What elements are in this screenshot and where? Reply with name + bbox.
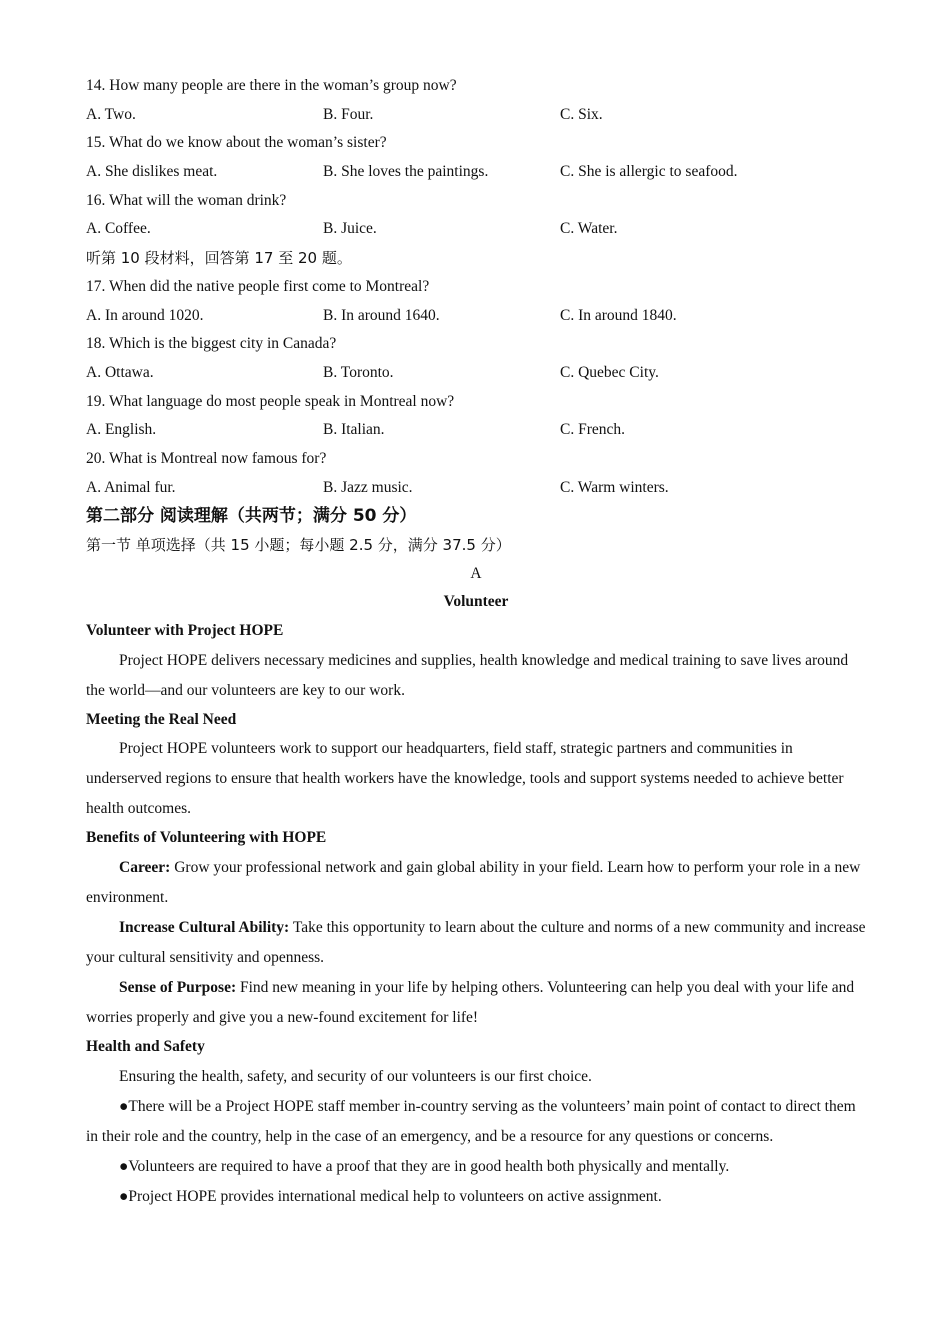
benefit-culture-text: Take this opportunity to learn about the culture and norms of a new community and increase your cultural sensitivity and openness. [86, 919, 866, 967]
option-a: A. English. [86, 421, 157, 439]
option-c: C. Quebec City. [560, 363, 659, 381]
question-14: 14. How many people are there in the woman’s group now? [86, 77, 457, 94]
section-one-title: 第一节 单项选择（共 15 小题；每小题 2.5 分，满分 37.5 分） [86, 536, 511, 554]
passage-title: Volunteer [443, 593, 509, 611]
option-a: A. Two. [86, 105, 136, 123]
paragraph-volunteer: Project HOPE delivers necessary medicines and supplies, health knowledge and medical training to save lives around the world—and our volunteers are key to our work. [86, 651, 849, 699]
benefit-career-text: Grow your professional network and gain global ability in your field. Learn how to perform your role in a new environment. [86, 859, 861, 907]
option-b: B. In around 1640. [323, 306, 440, 324]
option-c: C. Water. [560, 220, 618, 238]
question-19: 19. What language do most people speak in Montreal now? [86, 392, 455, 410]
option-b: B. Italian. [323, 421, 385, 439]
options-16 [86, 215, 866, 244]
question-16: 16. What will the woman drink? [86, 191, 287, 209]
benefit-career-label: Career: [119, 859, 171, 877]
option-a: A. In around 1020. [86, 306, 204, 324]
option-c: C. In around 1840. [560, 306, 677, 324]
options-19 [86, 416, 866, 445]
benefit-purpose [86, 973, 866, 1033]
question-18: 18. Which is the biggest city in Canada? [86, 335, 337, 353]
option-a: A. She dislikes meat. [86, 163, 218, 181]
bullet-item: ●Project HOPE provides international medical help to volunteers on active assignment. [119, 1187, 662, 1205]
benefit-purpose-label: Sense of Purpose: [119, 979, 237, 997]
benefit-culture-label: Increase Cultural Ability: [119, 919, 290, 937]
benefit-career [86, 853, 866, 913]
document-page [86, 72, 866, 1212]
option-b: B. Jazz music. [323, 478, 413, 496]
options-17 [86, 302, 866, 331]
question-20: 20. What is Montreal now famous for? [86, 449, 327, 467]
option-a: A. Animal fur. [86, 478, 176, 496]
option-c: C. French. [560, 421, 626, 439]
benefit-purpose-text: Find new meaning in your life by helping others. Volunteering can help you deal with your life and worries properly and give you a new-found excitement for life! [86, 979, 855, 1027]
heading-safety: Health and Safety [86, 1038, 205, 1056]
heading-need: Meeting the Real Need [86, 710, 237, 728]
paragraph-need: Project HOPE volunteers work to support our headquarters, field staff, strategic partners and communities in underserved regions to ensure that health workers have the knowledge, tools and support systems needed to achieve better health outcomes. [86, 740, 844, 818]
heading-volunteer: Volunteer with Project HOPE [86, 622, 284, 640]
bullet-item: ●There will be a Project HOPE staff member in-country serving as the volunteers’ main point of contact to direct them in their role and the country, help in the case of an emergency, and be a resource for any questions or concerns. [86, 1097, 856, 1145]
heading-benefits: Benefits of Volunteering with HOPE [86, 829, 327, 847]
passage-letter: A [470, 564, 482, 582]
option-c: C. Warm winters. [560, 478, 669, 496]
options-15 [86, 158, 866, 187]
bullet-item: ●Volunteers are required to have a proof that they are in good health both physically and mentally. [119, 1157, 730, 1175]
option-c: C. She is allergic to seafood. [560, 163, 738, 181]
benefit-culture [86, 913, 866, 973]
option-c: C. Six. [560, 105, 603, 123]
option-b: B. Juice. [323, 220, 377, 238]
option-b: B. Four. [323, 105, 374, 123]
paragraph-safety: Ensuring the health, safety, and security of our volunteers is our first choice. [119, 1067, 592, 1085]
options-20 [86, 474, 866, 503]
options-18 [86, 359, 866, 388]
option-a: A. Ottawa. [86, 363, 154, 381]
option-b: B. Toronto. [323, 363, 394, 381]
question-17: 17. When did the native people first come to Montreal? [86, 277, 430, 295]
option-a: A. Coffee. [86, 220, 151, 238]
question-15: 15. What do we know about the woman’s sister? [86, 134, 387, 152]
options-14 [86, 101, 866, 130]
option-b: B. She loves the paintings. [323, 163, 489, 181]
section-instruction: 听第 10 段材料，回答第 17 至 20 题。 [86, 249, 352, 268]
part-two-title: 第二部分 阅读理解（共两节；满分 50 分） [86, 506, 417, 527]
